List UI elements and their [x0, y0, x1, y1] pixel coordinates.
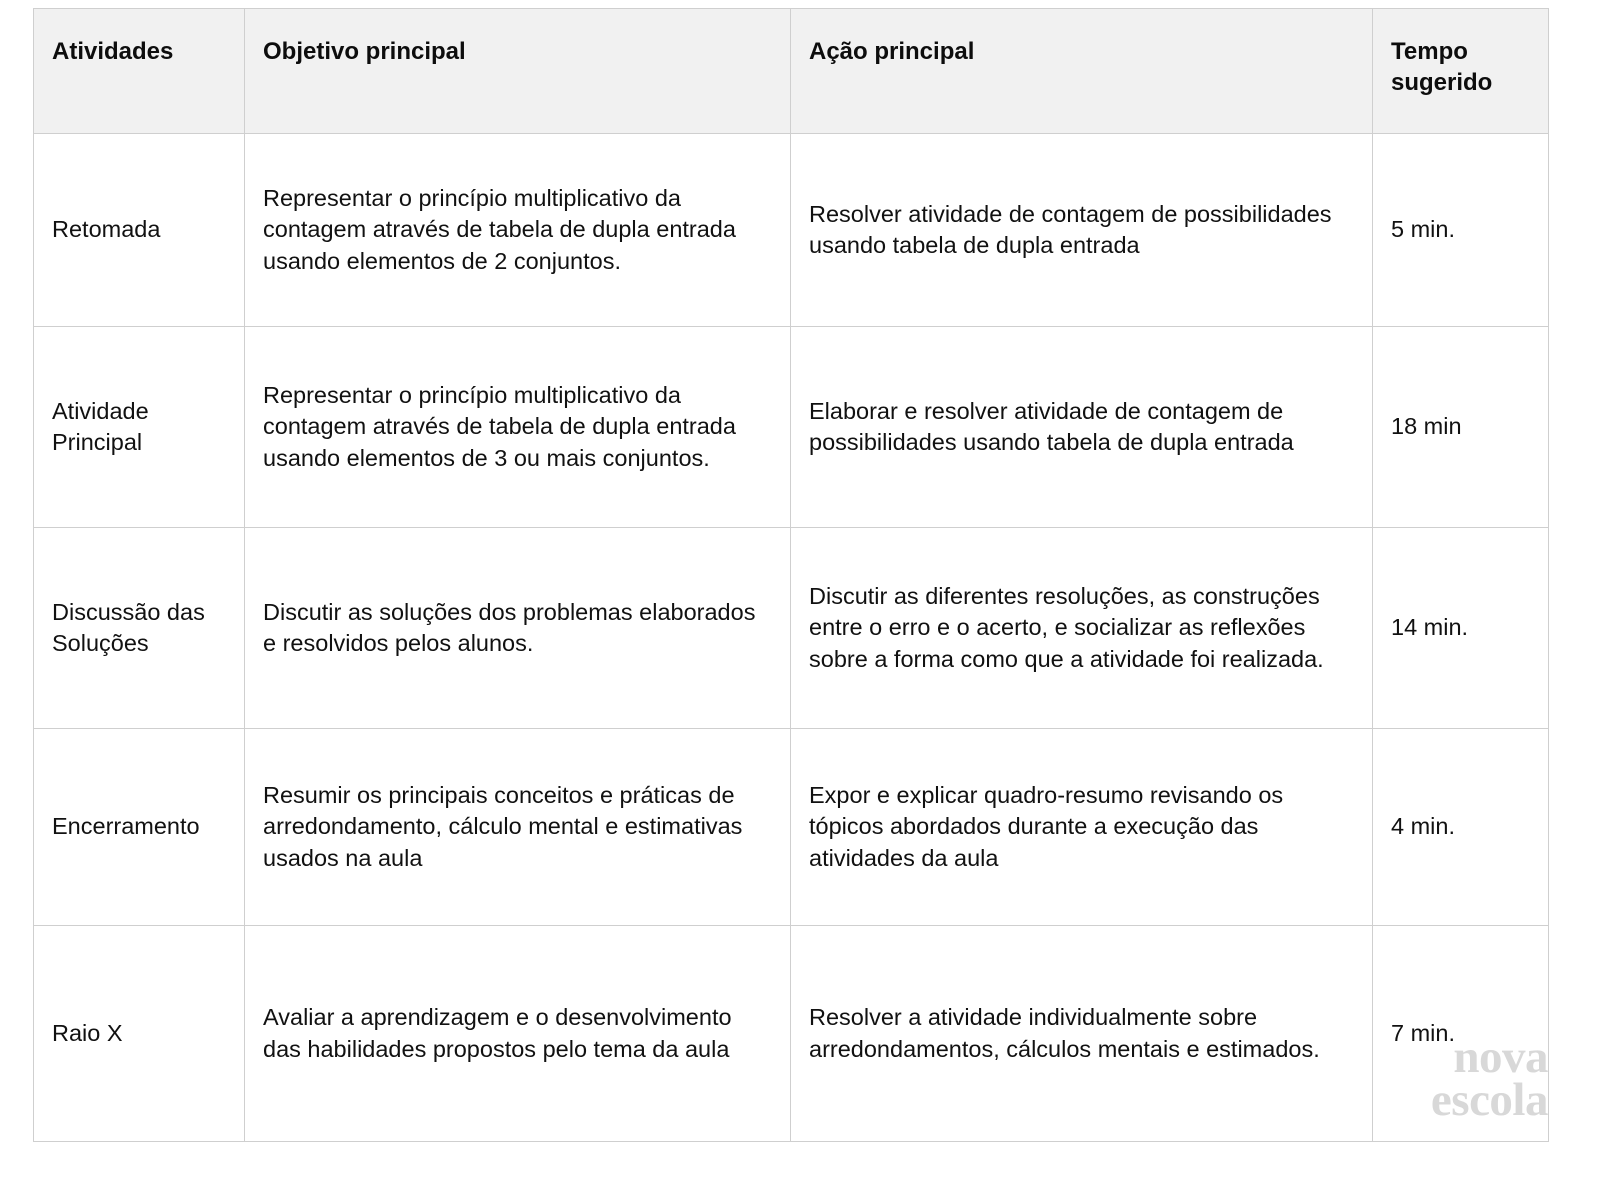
- lesson-plan-table: [33, 8, 1549, 1142]
- cell-tempo: 4 min.: [1373, 729, 1549, 926]
- cell-atividade: Discussão das Soluções: [34, 528, 245, 729]
- cell-acao: Expor e explicar quadro-resumo revisando os tópicos abordados durante a execução das atividades da aula: [791, 729, 1373, 926]
- cell-tempo: 5 min.: [1373, 134, 1549, 327]
- cell-acao: Elaborar e resolver atividade de contagem de possibilidades usando tabela de dupla entrada: [791, 327, 1373, 528]
- table-row: [34, 729, 1549, 926]
- column-header-objetivo-principal: Objetivo principal: [245, 9, 791, 134]
- cell-acao: Resolver atividade de contagem de possibilidades usando tabela de dupla entrada: [791, 134, 1373, 327]
- cell-acao: Resolver a atividade individualmente sobre arredondamentos, cálculos mentais e estimados.: [791, 926, 1373, 1142]
- cell-objetivo: Resumir os principais conceitos e práticas de arredondamento, cálculo mental e estimativas usados na aula: [245, 729, 791, 926]
- cell-tempo: 14 min.: [1373, 528, 1549, 729]
- logo-line-escola: escola: [1430, 1074, 1548, 1127]
- cell-atividade: Encerramento: [34, 729, 245, 926]
- table-header: [34, 9, 1549, 134]
- table-row: [34, 528, 1549, 729]
- table-body: [34, 134, 1549, 1142]
- cell-objetivo: Representar o princípio multiplicativo da contagem através de tabela de dupla entrada usando elementos de 3 ou mais conjuntos.: [245, 327, 791, 528]
- cell-acao: Discutir as diferentes resoluções, as construções entre o erro e o acerto, e socializar as reflexões sobre a forma como que a atividade foi realizada.: [791, 528, 1373, 729]
- column-header-acao-principal: Ação principal: [791, 9, 1373, 134]
- cell-objetivo: Discutir as soluções dos problemas elaborados e resolvidos pelos alunos.: [245, 528, 791, 729]
- column-header-atividades: Atividades: [34, 9, 245, 134]
- cell-objetivo: Representar o princípio multiplicativo da contagem através de tabela de dupla entrada usando elementos de 2 conjuntos.: [245, 134, 791, 327]
- cell-atividade: Retomada: [34, 134, 245, 327]
- lesson-plan-table-container: [33, 8, 1548, 1142]
- cell-atividade: Raio X: [34, 926, 245, 1142]
- table-row: [34, 134, 1549, 327]
- cell-tempo: 7 min.: [1373, 926, 1549, 1142]
- table-header-row: [34, 9, 1549, 134]
- column-header-tempo-sugerido: Tempo sugerido: [1373, 9, 1549, 134]
- table-row: [34, 327, 1549, 528]
- logo-line-nova: nova: [1453, 1031, 1548, 1083]
- cell-objetivo: Avaliar a aprendizagem e o desenvolvimento das habilidades propostos pelo tema da aula: [245, 926, 791, 1142]
- cell-tempo: 18 min: [1373, 327, 1549, 528]
- cell-atividade: Atividade Principal: [34, 327, 245, 528]
